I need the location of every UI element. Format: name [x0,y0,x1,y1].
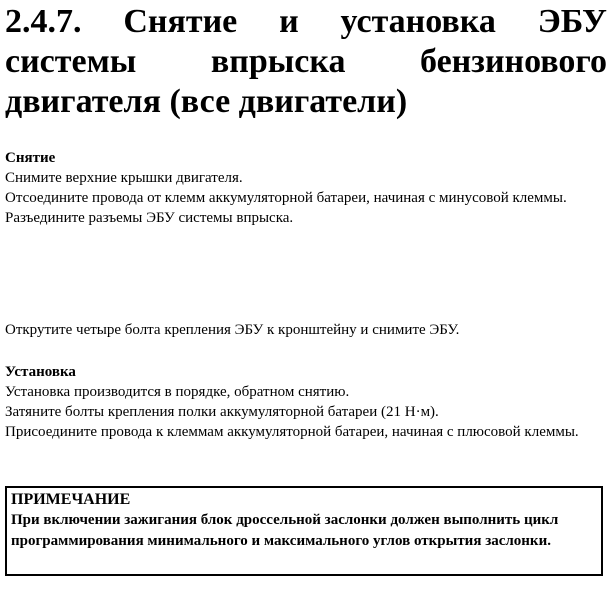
installation-step-3: Присоедините провода к клеммам аккумуляторной батареи, начиная с плюсовой клеммы. [5,424,579,440]
note-heading: ПРИМЕЧАНИЕ [11,491,131,508]
installation-step-1: Установка производится в порядке, обратном снятию. [5,384,350,400]
installation-step-2: Затяните болты крепления полки аккумуляторной батареи (21 Н·м). [5,404,439,420]
removal-heading: Снятие [5,150,56,166]
removal-step-2: Отсоедините провода от клемм аккумуляторной батареи, начиная с минусовой клеммы. [5,190,567,206]
removal-section [5,148,607,228]
removal-step-1: Снимите верхние крышки двигателя. [5,170,243,186]
page-title: 2.4.7. Снятие и установка ЭБУ системы впрыска бензинового двигателя (все двигатели) [5,3,607,120]
installation-heading: Установка [5,364,76,380]
installation-section [5,362,607,442]
removal-final-step: Открутите четыре болта крепления ЭБУ к кронштейну и снимите ЭБУ. [5,322,460,338]
removal-final-section [5,320,607,340]
removal-step-3: Разъедините разъемы ЭБУ системы впрыска. [5,210,294,226]
document-page [5,0,607,549]
note-text: При включении зажигания блок дроссельной заслонки должен выполнить цикл программирования минимального и максимального углов открытия заслонки. [11,512,559,549]
note-box [5,486,603,576]
